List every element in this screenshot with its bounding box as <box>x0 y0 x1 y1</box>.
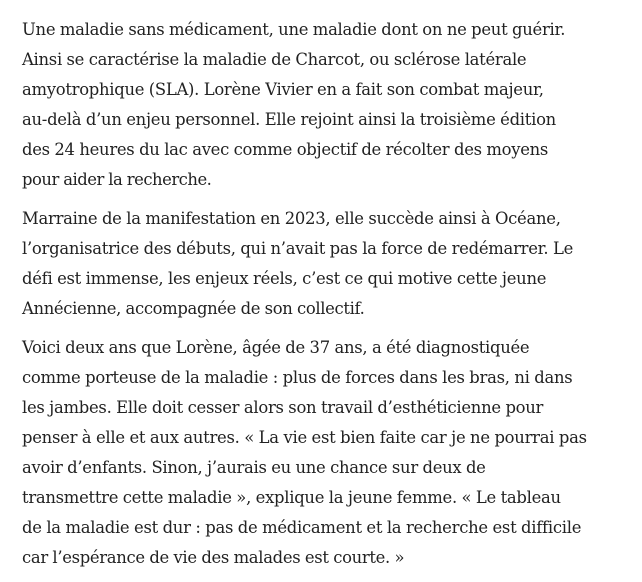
article-body <box>22 15 622 582</box>
paragraph-line: Annécienne, accompagnée de son collectif. <box>22 299 365 318</box>
paragraph-1 <box>22 15 622 195</box>
paragraph-line: des 24 heures du lac avec comme objectif de récolter des moyens <box>22 140 549 159</box>
paragraph-line: Marraine de la manifestation en 2023, elle succède ainsi à Océane, <box>22 209 561 228</box>
paragraph-line: l’organisatrice des débuts, qui n’avait pas la force de redémarrer. Le <box>22 239 574 258</box>
paragraph-line: car l’espérance de vie des malades est courte. » <box>22 548 405 567</box>
paragraph-line: de la maladie est dur : pas de médicament et la recherche est difficile <box>22 518 582 537</box>
paragraph-line: transmettre cette maladie », explique la jeune femme. « Le tableau <box>22 488 561 507</box>
paragraph-line: Voici deux ans que Lorène, âgée de 37 ans, a été diagnostiquée <box>22 338 530 357</box>
paragraph-line: pour aider la recherche. <box>22 170 212 189</box>
paragraph-line: Une maladie sans médicament, une maladie dont on ne peut guérir. <box>22 20 566 39</box>
paragraph-line: défi est immense, les enjeux réels, c’est ce qui motive cette jeune <box>22 269 547 288</box>
paragraph-line: comme porteuse de la maladie : plus de forces dans les bras, ni dans <box>22 368 573 387</box>
paragraph-line: les jambes. Elle doit cesser alors son travail d’esthéticienne pour <box>22 398 544 417</box>
paragraph-line: avoir d’enfants. Sinon, j’aurais eu une chance sur deux de <box>22 458 486 477</box>
paragraph-line: amyotrophique (SLA). Lorène Vivier en a fait son combat majeur, <box>22 80 544 99</box>
paragraph-line: au-delà d’un enjeu personnel. Elle rejoint ainsi la troisième édition <box>22 110 556 129</box>
paragraph-3 <box>22 333 622 573</box>
paragraph-line: penser à elle et aux autres. « La vie est bien faite car je ne pourrai pas <box>22 428 587 447</box>
paragraph-2 <box>22 204 622 324</box>
paragraph-line: Ainsi se caractérise la maladie de Charcot, ou sclérose latérale <box>22 50 527 69</box>
